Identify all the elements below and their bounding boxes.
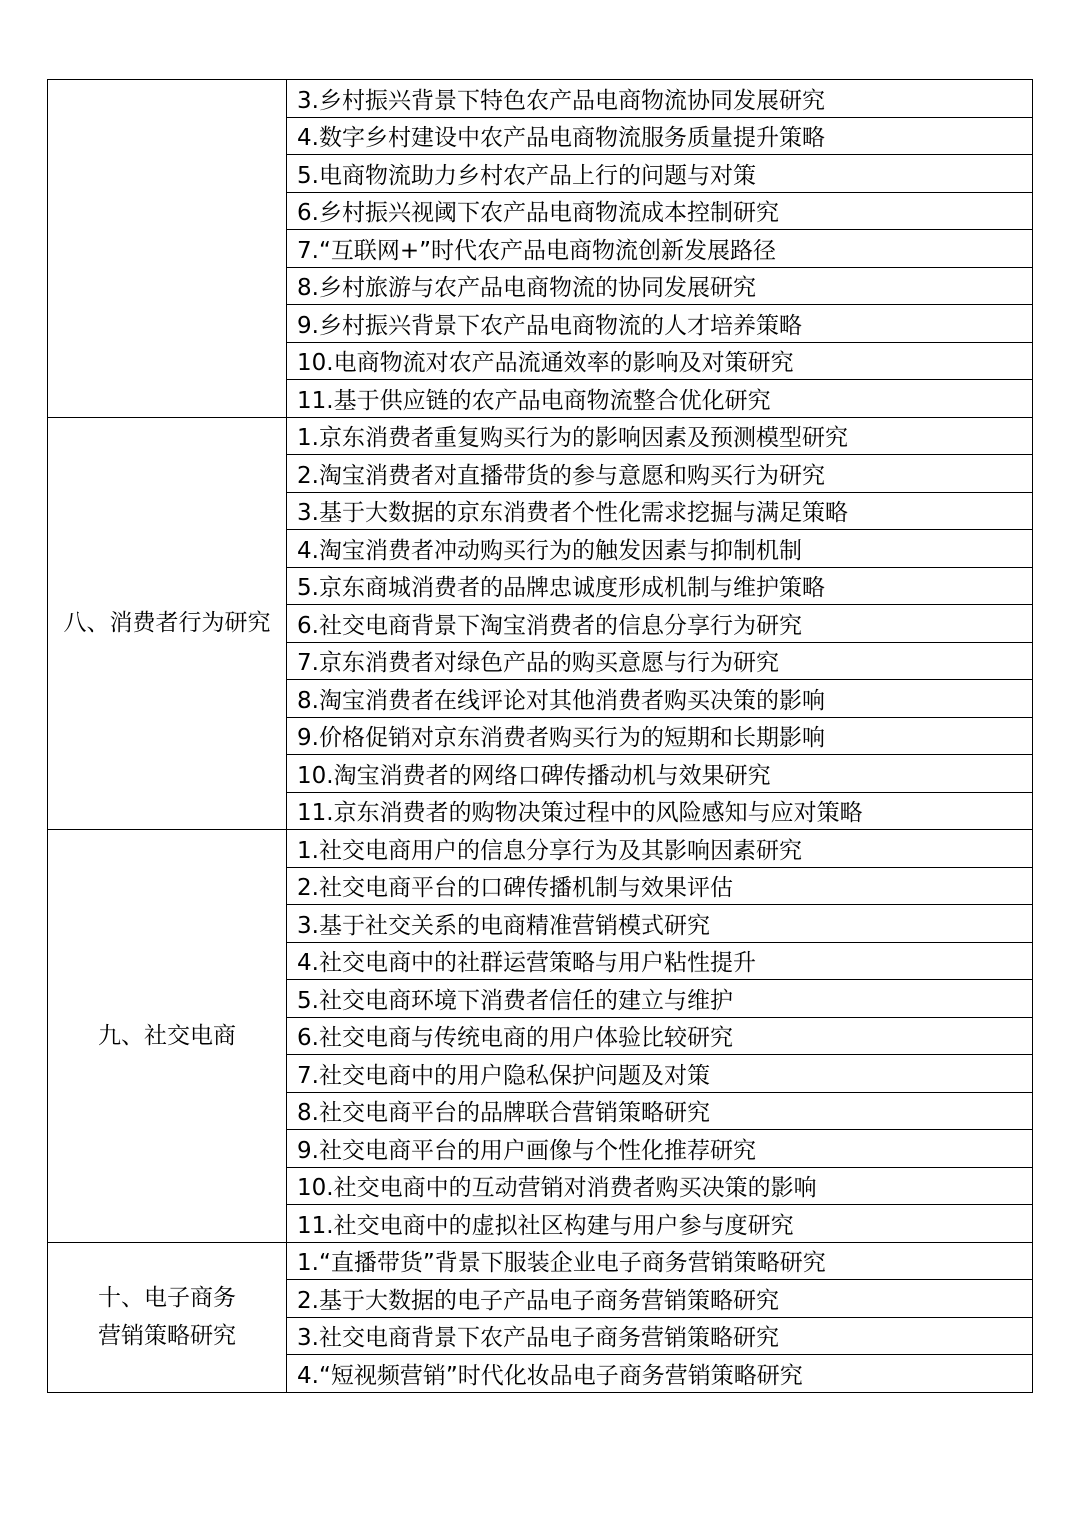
topic-cell: 5.社交电商环境下消费者信任的建立与维护 xyxy=(287,980,1033,1018)
topic-cell: 7.“互联网+”时代农产品电商物流创新发展路径 xyxy=(287,230,1033,268)
topic-cell: 6.乡村振兴视阈下农产品电商物流成本控制研究 xyxy=(287,192,1033,230)
topic-cell: 3.社交电商背景下农产品电子商务营销策略研究 xyxy=(287,1317,1033,1355)
topic-cell: 8.社交电商平台的品牌联合营销策略研究 xyxy=(287,1092,1033,1130)
topic-cell: 8.乡村旅游与农产品电商物流的协同发展研究 xyxy=(287,267,1033,305)
topic-cell: 4.“短视频营销”时代化妆品电子商务营销策略研究 xyxy=(287,1355,1033,1393)
topic-cell: 3.乡村振兴背景下特色农产品电商物流协同发展研究 xyxy=(287,80,1033,118)
topic-cell: 7.社交电商中的用户隐私保护问题及对策 xyxy=(287,1055,1033,1093)
topic-cell: 4.数字乡村建设中农产品电商物流服务质量提升策略 xyxy=(287,117,1033,155)
topic-cell: 6.社交电商与传统电商的用户体验比较研究 xyxy=(287,1017,1033,1055)
category-cell xyxy=(48,417,287,830)
topic-cell: 9.价格促销对京东消费者购买行为的短期和长期影响 xyxy=(287,717,1033,755)
topic-cell: 3.基于社交关系的电商精准营销模式研究 xyxy=(287,905,1033,943)
topic-cell: 9.社交电商平台的用户画像与个性化推荐研究 xyxy=(287,1130,1033,1168)
topic-cell: 5.京东商城消费者的品牌忠诚度形成机制与维护策略 xyxy=(287,567,1033,605)
topic-cell: 11.社交电商中的虚拟社区构建与用户参与度研究 xyxy=(287,1205,1033,1243)
category-cell xyxy=(48,830,287,1243)
category-label: 八、消费者行为研究 xyxy=(63,610,271,637)
topic-cell: 10.社交电商中的互动营销对消费者购买决策的影响 xyxy=(287,1167,1033,1205)
topic-cell: 10.电商物流对农产品流通效率的影响及对策研究 xyxy=(287,342,1033,380)
topic-cell: 1.社交电商用户的信息分享行为及其影响因素研究 xyxy=(287,830,1033,868)
topic-cell: 3.基于大数据的京东消费者个性化需求挖掘与满足策略 xyxy=(287,492,1033,530)
category-cell xyxy=(48,1242,287,1392)
topic-cell: 5.电商物流助力乡村农产品上行的问题与对策 xyxy=(287,155,1033,193)
table-row xyxy=(48,80,1033,118)
topic-cell: 8.淘宝消费者在线评论对其他消费者购买决策的影响 xyxy=(287,680,1033,718)
topic-table-body xyxy=(48,80,1033,1393)
topic-cell: 10.淘宝消费者的网络口碑传播动机与效果研究 xyxy=(287,755,1033,793)
topic-cell: 1.“直播带货”背景下服装企业电子商务营销策略研究 xyxy=(287,1242,1033,1280)
topic-cell: 2.社交电商平台的口碑传播机制与效果评估 xyxy=(287,867,1033,905)
category-cell xyxy=(48,80,287,418)
topic-cell: 2.基于大数据的电子产品电子商务营销策略研究 xyxy=(287,1280,1033,1318)
category-label: 营销策略研究 xyxy=(98,1323,236,1349)
topic-cell: 1.京东消费者重复购买行为的影响因素及预测模型研究 xyxy=(287,417,1033,455)
topic-cell: 2.淘宝消费者对直播带货的参与意愿和购买行为研究 xyxy=(287,455,1033,493)
topic-cell: 4.社交电商中的社群运营策略与用户粘性提升 xyxy=(287,942,1033,980)
table-row xyxy=(48,417,1033,455)
topic-cell: 7.京东消费者对绿色产品的购买意愿与行为研究 xyxy=(287,642,1033,680)
topic-cell: 11.基于供应链的农产品电商物流整合优化研究 xyxy=(287,380,1033,418)
topic-table xyxy=(47,79,1033,1393)
category-label: 十、电子商务 xyxy=(98,1285,236,1311)
topic-cell: 4.淘宝消费者冲动购买行为的触发因素与抑制机制 xyxy=(287,530,1033,568)
table-row xyxy=(48,1242,1033,1280)
topic-cell: 9.乡村振兴背景下农产品电商物流的人才培养策略 xyxy=(287,305,1033,343)
topic-cell: 11.京东消费者的购物决策过程中的风险感知与应对策略 xyxy=(287,792,1033,830)
topic-cell: 6.社交电商背景下淘宝消费者的信息分享行为研究 xyxy=(287,605,1033,643)
table-row xyxy=(48,830,1033,868)
category-label: 九、社交电商 xyxy=(98,1022,236,1049)
